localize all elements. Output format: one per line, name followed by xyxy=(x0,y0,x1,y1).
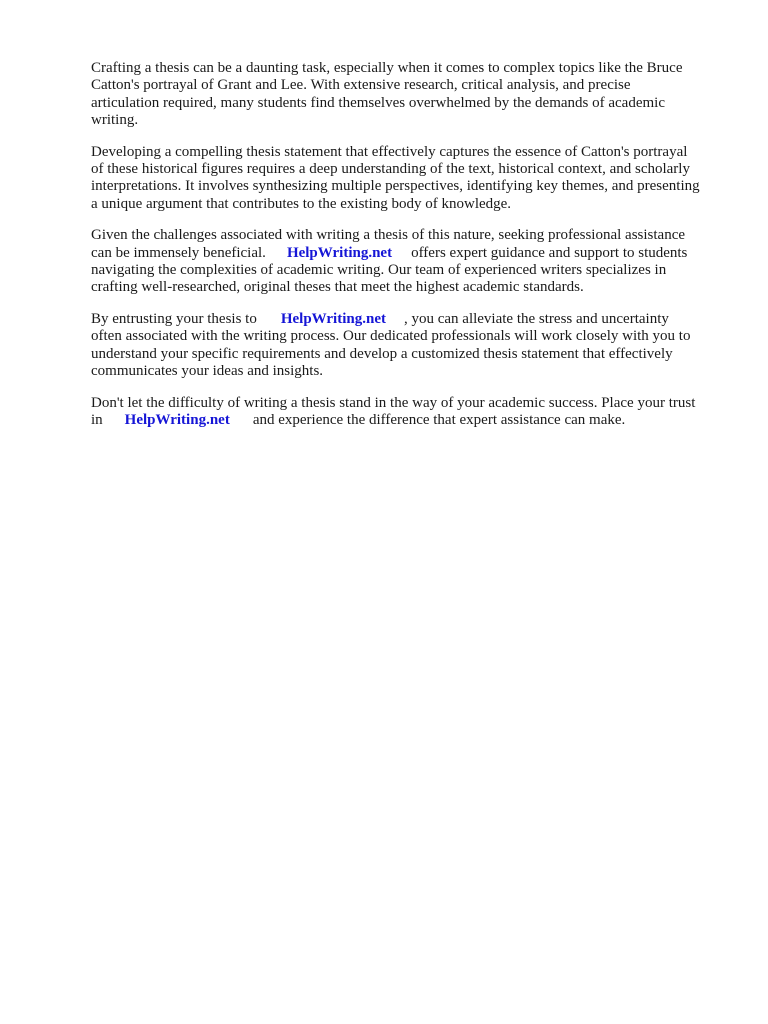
text-line: of these historical figures requires a deep understanding of the text, historical context, and scholarly xyxy=(91,161,690,178)
text-segment: and experience the difference that expert assistance can make. xyxy=(252,411,626,428)
text-line xyxy=(91,245,731,262)
helpwriting-link[interactable]: HelpWriting.net xyxy=(280,310,386,327)
text-line: Crafting a thesis can be a daunting task, especially when it comes to complex topics like the Bruce xyxy=(91,60,683,76)
helpwriting-link[interactable]: HelpWriting.net xyxy=(124,411,230,428)
text-segment: in xyxy=(91,411,103,428)
helpwriting-link[interactable]: HelpWriting.net xyxy=(286,244,393,261)
paragraph-challenges xyxy=(91,227,731,297)
text-line: communicates your ideas and insights. xyxy=(91,363,324,380)
paragraph-thesis-statement xyxy=(91,144,731,214)
text-segment: can be immensely beneficial. xyxy=(91,244,266,261)
text-line xyxy=(91,311,731,328)
paragraph-closing xyxy=(91,395,731,430)
text-segment: , you can alleviate the stress and uncertainty xyxy=(403,310,669,327)
text-line: understand your specific requirements and develop a customized thesis statement that effectively xyxy=(91,345,673,362)
text-line: crafting well-researched, original theses that meet the highest academic standards. xyxy=(91,279,584,296)
text-line: Don't let the difficulty of writing a thesis stand in the way of your academic success. Place your trust xyxy=(91,394,696,411)
text-segment: offers expert guidance and support to students xyxy=(411,244,688,261)
text-line xyxy=(91,412,731,429)
text-line: Developing a compelling thesis statement that effectively captures the essence of Catton's portrayal xyxy=(91,143,688,160)
text-line: writing. xyxy=(91,112,139,129)
text-line: Given the challenges associated with writing a thesis of this nature, seeking professional assistance xyxy=(91,227,686,244)
paragraph-intro xyxy=(91,60,731,130)
text-line: often associated with the writing process. Our dedicated professionals will work closely with you to xyxy=(91,328,691,345)
text-line: interpretations. It involves synthesizing multiple perspectives, identifying key themes, and presenting xyxy=(91,178,700,195)
paragraph-entrusting xyxy=(91,311,731,381)
text-segment: By entrusting your thesis to xyxy=(91,310,257,327)
text-line: navigating the complexities of academic writing. Our team of experienced writers specializes in xyxy=(91,262,667,279)
document-body xyxy=(91,60,731,443)
text-line: Catton's portrayal of Grant and Lee. With extensive research, critical analysis, and precise xyxy=(91,77,631,94)
text-line: a unique argument that contributes to the existing body of knowledge. xyxy=(91,195,512,212)
text-line: articulation required, many students find themselves overwhelmed by the demands of academic xyxy=(91,94,665,111)
